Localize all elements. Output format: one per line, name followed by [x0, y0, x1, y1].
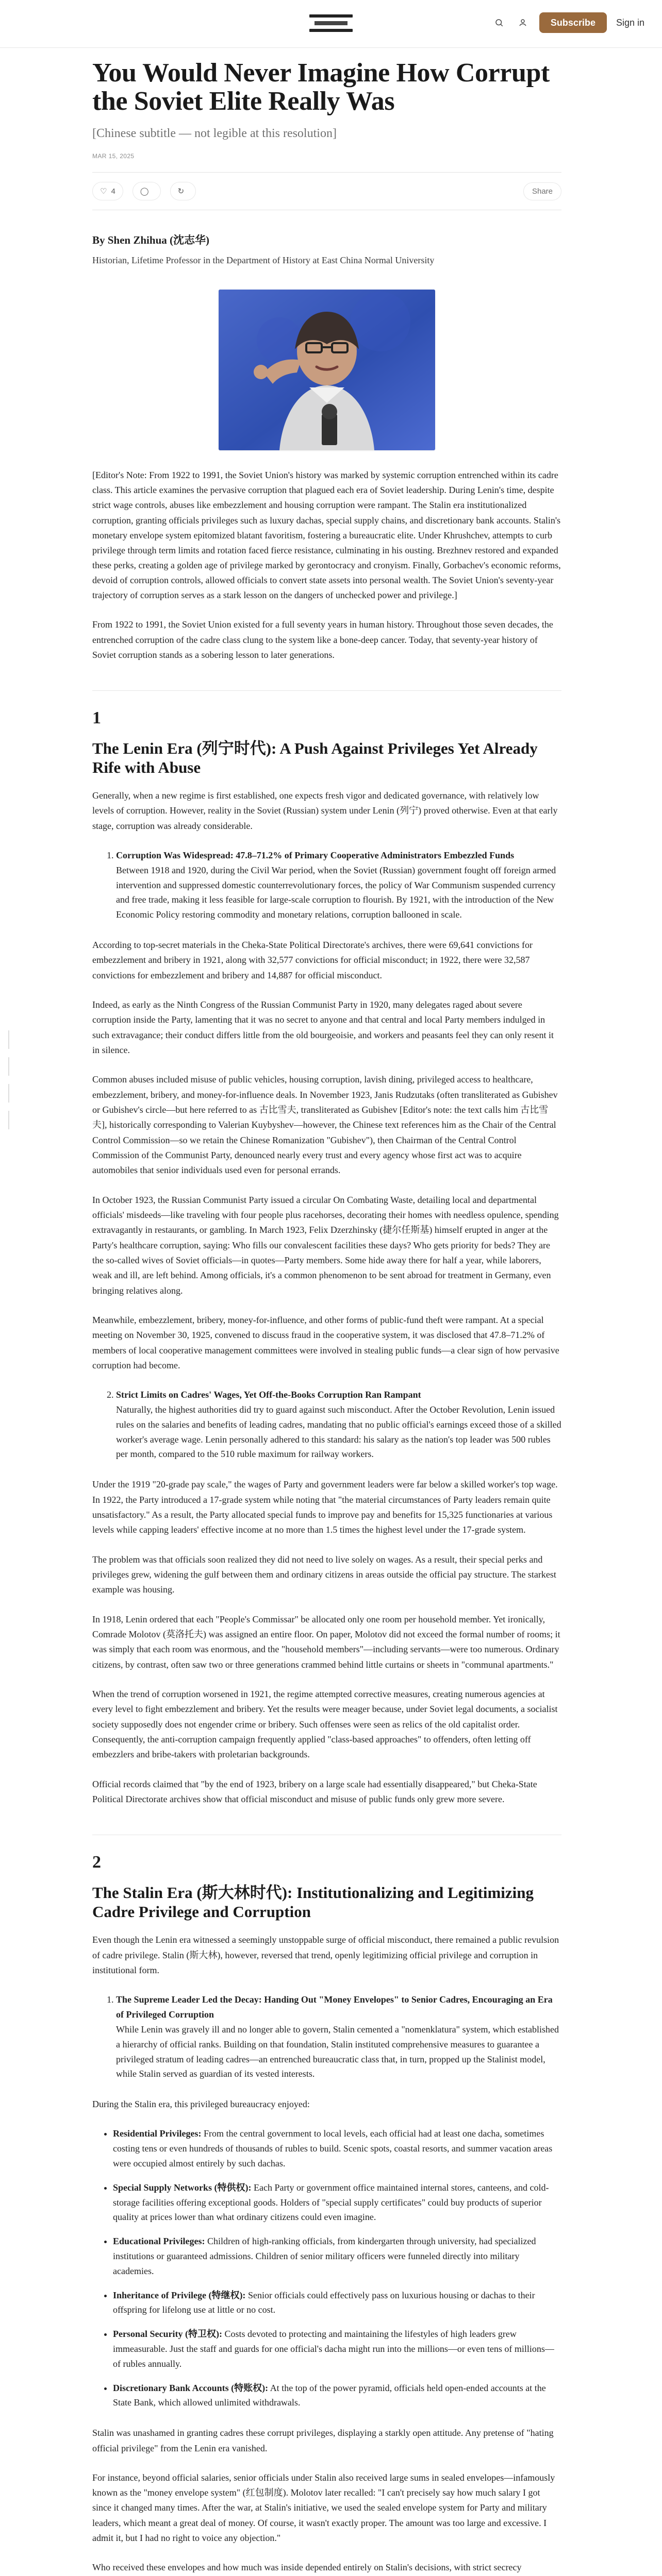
interaction-buttons: [92, 182, 196, 200]
section-paragraph: In 1918, Lenin ordered that each "People's Commissar" be allocated only one room per household member. Yet ironically, Comrade Molotov (莫洛托夫) was assigned an entire floor. On paper, Molotov did not exceed the formal number of rooms; it was simply that each room was enormous, and the "household members"—including servants—were too numerous. Ordinary citizens, by contrast, often saw two or three generations crammed behind little curtains or sheets in "communal apartments.": [92, 1614, 560, 1670]
restack-icon: ↻: [177, 187, 185, 196]
section-list: [92, 848, 561, 922]
section-paragraph: Common abuses included misuse of public vehicles, housing corruption, lavish dining, privileged access to healthcare, embezzlement, bribery, and money-for-influence deals. In November 1923, Janis Rudzutaks (often transliterated as Gubishev or Gubishev's circle—but here referred to as 古比雪夫, transliterated as Gubishev [Editor's note: the text calls him 古比雪夫], historically corresponding to Valerian Kuybyshev—however, the Chinese text references him as the Chair of the Central Control Commission—so we retain the Chinese Romanization "Gubishev"), then Chairman of the Central Control Commission of the Communist Party, denounced nearly every trust and every agency whose first act was to acquire automobiles that senior individuals used even for personal errands.: [92, 1074, 558, 1176]
section-paragraph: According to top-secret materials in the Cheka-State Political Directorate's archives, there were 69,641 convictions for embezzlement and bribery in 1921, along with 32,577 convictions for official misconduct; in 1922, there were 32,587 convictions for embezzlement and bribery and 14,887 for official misconduct.: [92, 940, 533, 980]
comment-icon: ◯: [140, 187, 149, 196]
section-list-item: [116, 1992, 561, 2081]
section-paragraph: Generally, when a new regime is first established, one expects fresh vigor and dedicated governance, with relatively low levels of corruption. However, reality in the Soviet (Russian) system under Lenin (列宁) proved otherwise. Even at that early stage, corruption was already considerable.: [92, 790, 558, 831]
privilege-text: At the top of the power pyramid, officials held open-ended accounts at the State Bank, which allowed unlimited withdrawals.: [113, 2382, 546, 2408]
section-paragraph: During the Stalin era, this privileged bureaucracy enjoyed:: [92, 2099, 310, 2110]
section-number: 2: [92, 1853, 101, 1872]
privilege-item: [113, 2327, 561, 2371]
section-paragraph: For instance, beyond official salaries, senior officials under Stalin also received large sums in sealed envelopes—infamously known as the "money envelope system" (红包制度). Molotov later recalled: "I can't precisely say how much salary I got since it changed many times. After the war, at Stalin's initiative, we used the sealed envelope system for Party and military leaders, which meant a great deal of money. Of course, it wasn't exactly proper. The amount was too large and excessive. I admit it, but I had no right to voice any objection.": [92, 2472, 555, 2544]
section-list-text: Between 1918 and 1920, during the Civil War period, when the Soviet (Russian) government fought off foreign armed intervention and suppressed domestic counterrevolutionary forces, the policy of War Communism suspended currency and free trade, making it less feasible for large-scale corruption to flourish. By 1921, with the introduction of the New Economic Policy restoring commodity and monetary relations, corruption ballooned in scale.: [116, 865, 556, 920]
privilege-heading: Inheritance of Privilege (特继权):: [113, 2290, 246, 2300]
article-title: You Would Never Imagine How Corrupt the Soviet Elite Really Was: [92, 58, 550, 116]
subscribe-button[interactable]: Subscribe: [539, 12, 607, 33]
article-date: MAR 15, 2025: [92, 152, 135, 160]
publication-logo[interactable]: [309, 14, 353, 32]
privilege-text: Costs devoted to protecting and maintaining the lifestyles of high leaders grew immeasurable. Just the staff and guards for one official's dacha might run into the millions—or even tens of millions—of rubles annually.: [113, 2329, 554, 2369]
search-icon[interactable]: [492, 15, 506, 30]
privilege-list: [92, 2126, 561, 2410]
privilege-heading: Special Supply Networks (特供权):: [113, 2182, 252, 2193]
section-paragraph: Even though the Lenin era witnessed a seemingly unstoppable surge of official misconduct, there remained a public revulsion of cadre privilege. Stalin (斯大林), however, reversed that trend, openly legitimizing official privilege and corruption in institutional form.: [92, 1935, 559, 1975]
section-list-item: [116, 848, 561, 922]
privilege-heading: Educational Privileges:: [113, 2236, 205, 2247]
section-list: [92, 1992, 561, 2081]
privilege-text: From the central government to local levels, each official had at least one dacha, sometimes costing tens or even hundreds of thousands of rubles to build. Scenic spots, coastal resorts, and summer vacation areas were occupied almost entirely by such dachas.: [113, 2128, 553, 2169]
section-title: The Stalin Era (斯大林时代): Institutionalizing and Legitimizing Cadre Privilege and Corruption: [92, 1884, 534, 1921]
section-list-item: [116, 1387, 561, 1462]
privilege-text: Senior officials could effectively pass on luxurious housing or dachas to their offspring for lifelong use at little or no cost.: [113, 2290, 535, 2315]
section-list-text: Naturally, the highest authorities did try to guard against such misconduct. After the October Revolution, Lenin issued rules on the salaries and benefits of leading cadres, mandating that no public official's earnings exceed those of a skilled worker's average wage. Lenin personally adhered to this standard: his salary as the nation's top leader was 500 rubles per month, compared to the 510 ruble maximum for railway workers.: [116, 1404, 561, 1460]
privilege-heading: Discretionary Bank Accounts (特账权):: [113, 2382, 269, 2393]
section-paragraph: Meanwhile, embezzlement, bribery, money-for-influence, and other forms of public-fund theft were rampant. At a special meeting on November 30, 1925, convened to discuss fraud in the cooperative system, it was disclosed that 47.8–71.2% of members of local cooperative management committees were involved in stealing public funds—a clear sign of how pervasive corruption had become.: [92, 1314, 559, 1370]
privilege-item: [113, 2180, 561, 2225]
section-list-heading: 2. Strict Limits on Cadres' Wages, Yet Off-the-Books Corruption Ran Rampant: [116, 1389, 421, 1400]
author-name: By Shen Zhihua (沈志华): [92, 234, 209, 247]
author-role: Historian, Lifetime Professor in the Department of History at East China Normal University: [92, 255, 435, 266]
heart-icon: ♡: [100, 187, 107, 196]
section-paragraph: Under the 1919 "20-grade pay scale," the wages of Party and government leaders were far below a skilled worker's top wage. In 1922, the Party introduced a 17-grade system while noting that "the material circumstances of Party leaders remain quite unsatisfactory." As a result, the Party allocated special funds to improve pay and benefits for 15,325 functionaries at various levels while capping leaders' effective income at no more than 1.5 times the highest level under the 17-grade system.: [92, 1479, 558, 1535]
interaction-bar: [92, 172, 561, 210]
privilege-item: [113, 2126, 561, 2171]
section-paragraph: Official records claimed that "by the end of 1923, bribery on a large scale had essentially disappeared," but Cheka-State Political Directorate archives show that official misconduct and misuse of public funds only grew more severe.: [92, 1778, 537, 1804]
rail-mark-icon: [8, 1111, 12, 1129]
sign-in-link[interactable]: Sign in: [616, 17, 644, 28]
top-actions: [492, 12, 644, 33]
section-paragraph: In October 1923, the Russian Communist Party issued a circular On Combating Waste, detailing local and departmental officials' misdeeds—like traveling with four people plus racehorses, decorating their homes with needless opulence, spending extravagantly in restaurants, or gambling. In March 1923, Felix Dzerzhinsky (捷尔任斯基) himself erupted in anger at the Party's healthcare corruption, saying: Who fills our convalescent facilities these days? Who gets priority for beds? They are the so-called wives of Soviet officials—in quotes—Party members. Some hide away there for half a year, while laborers, weak and ill, are left behind. Among officials, it's a common phenomenon to be sent abroad for treatment in Germany, even bringing relatives along.: [92, 1194, 559, 1296]
intro-paragraph: From 1922 to 1991, the Soviet Union existed for a full seventy years in human history. Throughout those seven decades, the entrenched corruption of the cadre class clung to the system like a bone-deep cancer. Today, that seventy-year history of Soviet corruption stands as a sobering lesson to later generations.: [92, 619, 553, 660]
comment-button[interactable]: [133, 182, 161, 200]
author-block: [92, 232, 561, 268]
restack-button[interactable]: [170, 182, 196, 200]
section-2: [92, 1835, 561, 2576]
user-icon[interactable]: [516, 15, 530, 30]
top-navigation-bar: [0, 0, 662, 48]
like-button[interactable]: [92, 182, 123, 200]
privilege-text: Children of high-ranking officials, from kindergarten through university, had specialized institutions or guaranteed admissions. Children of senior military officers were funneled directly into military academies.: [113, 2236, 536, 2276]
hero-image: [219, 290, 435, 450]
privilege-item: [113, 2288, 561, 2318]
privilege-item: [113, 2234, 561, 2278]
section-list-heading: 1. Corruption Was Widespread: 47.8–71.2% of Primary Cooperative Administrators Embezzled Funds: [116, 850, 515, 861]
section-paragraph: Stalin was unashamed in granting cadres these corrupt privileges, displaying a starkly open attitude. Any pretense of "hating official privilege" from the Lenin era vanished.: [92, 2428, 554, 2453]
article-subtitle: [Chinese subtitle — not legible at this resolution]: [92, 127, 337, 141]
privilege-heading: Residential Privileges:: [113, 2128, 202, 2139]
portrait-image: [219, 290, 435, 450]
privilege-heading: Personal Security (特卫权):: [113, 2329, 222, 2340]
rail-mark-icon: [8, 1030, 12, 1049]
share-button[interactable]: Share: [523, 182, 561, 200]
rail-mark-icon: [8, 1057, 12, 1076]
privilege-text: Each Party or government office maintained internal stores, canteens, and cold-storage facilities offering exceptional goods. Holders of "special supply certificates" could buy products of superior quality at prices lower than what ordinary citizens could even imagine.: [113, 2182, 549, 2223]
section-paragraph: When the trend of corruption worsened in 1921, the regime attempted corrective measures, creating numerous agencies at every level to fight embezzlement and bribery. Yet the results were meager because, under Soviet legal documents, a socialist society supposedly does not engender crime or bribery. Such offenses were seen as relics of the old capitalist order. Consequently, the anti-corruption campaign frequently applied "class-based approaches" to offenders, often letting off embezzlers and bribe-takers with proletarian backgrounds.: [92, 1688, 558, 1760]
rail-mark-icon: [8, 1084, 12, 1103]
left-side-rail: [8, 1030, 15, 1129]
privilege-item: [113, 2381, 561, 2411]
article: [92, 59, 561, 2576]
intro-paragraph: [Editor's Note: From 1922 to 1991, the Soviet Union's history was marked by systemic corruption entrenched within its cadre class. This article examines the pervasive corruption that plagued each era of Soviet leadership. During Lenin's time, despite strict wage controls, abuses like embezzlement and housing corruption were rampant. The Stalin era institutionalized corruption, granting officials privileges such as luxury dachas, special supply chains, and discretionary bank accounts. Stalin's monetary envelope system epitomized blatant favoritism, fostering a bureaucratic elite. Under Khrushchev, attempts to curb privilege through term limits and rotation faced fierce resistance, culminating in his ousting. Brezhnev restored and expanded these perks, creating a golden age of privilege marked by gerontocracy and cronyism. Finally, Gorbachev's economic reforms, devoid of corruption controls, allowed officials to convert state assets into personal wealth. The Soviet Union's seventy-year trajectory of corruption serves as a stark lesson on the dangers of unchecked power and privilege.]: [92, 470, 561, 601]
section-paragraph: Who received these envelopes and how much was inside depended entirely on Stalin's decisions, with strict secrecy: [92, 2562, 522, 2573]
section-list-text: While Lenin was gravely ill and no longer able to govern, Stalin cemented a "nomenklatura" system, which established a hierarchy of official ranks. Building on that foundation, Stalin instituted comprehensive measures to guarantee a privileged stratum of leading cadres—an entrenched bureaucratic class that, in turn, propped up the Stalinist model, while Stalin served as guardian of its vested interests.: [116, 2024, 559, 2079]
like-count: 4: [111, 187, 115, 196]
section-title: The Lenin Era (列宁时代): A Push Against Privileges Yet Already Rife with Abuse: [92, 739, 538, 776]
intro: [92, 468, 561, 663]
section-paragraph: Indeed, as early as the Ninth Congress of the Russian Communist Party in 1920, many delegates raged about severe corruption inside the Party, lamenting that it was no secret to anyone and that central and local Party members indulged in such extravagance; their conduct differs little from the old bourgeoisie, and workers and peasants feel they can only resent it in silence.: [92, 999, 554, 1056]
section-paragraph: The problem was that officials soon realized they did not need to live solely on wages. As a result, their special perks and privileges grew, widening the gulf between them and ordinary citizens in areas outside the official pay structure. The starkest example was housing.: [92, 1554, 556, 1595]
section-list: [92, 1387, 561, 1462]
section-1: [92, 690, 561, 1807]
section-number: 1: [92, 708, 101, 727]
section-list-heading: 1. The Supreme Leader Led the Decay: Handing Out "Money Envelopes" to Senior Cadres, Encouraging an Era of Privileged Corruption: [116, 1994, 553, 2020]
